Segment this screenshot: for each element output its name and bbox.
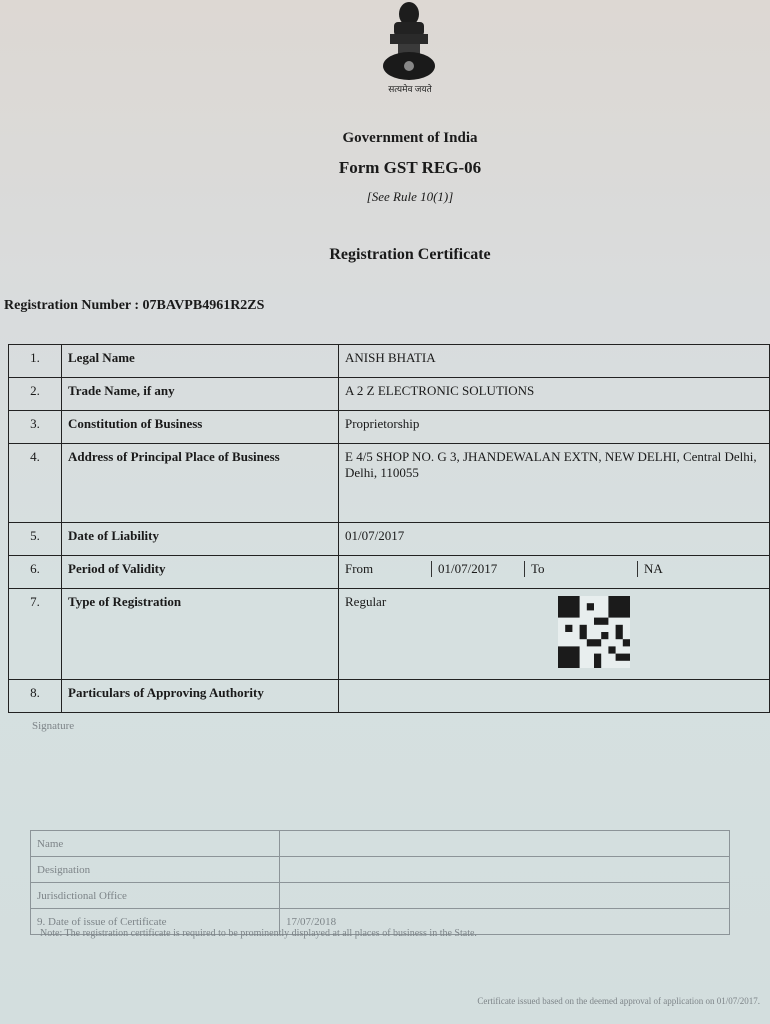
approving-authority-table	[30, 830, 730, 935]
row-value: ANISH BHATIA	[339, 345, 770, 378]
validity-to-value: NA	[637, 561, 669, 577]
row-label: Type of Registration	[62, 589, 339, 680]
validity-to-label: To	[524, 561, 637, 577]
footer-note: Certificate issued based on the deemed approval of application on 01/07/2017.	[477, 996, 760, 1006]
name-label: Name	[31, 831, 280, 857]
office-label: Jurisdictional Office	[31, 883, 280, 909]
validity-from-value: 01/07/2017	[431, 561, 524, 577]
table-row	[9, 556, 770, 589]
government-heading: Government of India	[342, 130, 478, 146]
row-value: Regular	[339, 589, 770, 680]
row-number: 7.	[9, 589, 62, 680]
row-label: Particulars of Approving Authority	[62, 680, 339, 713]
designation-label: Designation	[31, 857, 280, 883]
row-value: 01/07/2017	[339, 523, 770, 556]
row-label: Constitution of Business	[62, 411, 339, 444]
form-name: Form GST REG-06	[338, 158, 482, 177]
issue-date-label: 9. Date of issue of Certificate	[31, 909, 280, 935]
row-number: 3.	[9, 411, 62, 444]
table-row	[31, 857, 730, 883]
row-number: 6.	[9, 556, 62, 589]
validity-cell	[339, 556, 770, 589]
table-row	[9, 378, 770, 411]
table-row	[9, 411, 770, 444]
table-row	[9, 345, 770, 378]
row-value: Proprietorship	[339, 411, 770, 444]
row-value: A 2 Z ELECTRONIC SOLUTIONS	[339, 378, 770, 411]
table-row	[9, 589, 770, 680]
row-number: 4.	[9, 444, 62, 523]
designation-value	[280, 857, 730, 883]
table-row	[9, 444, 770, 523]
display-note: Note: The registration certificate is required to be prominently displayed at all places of business in the State.	[40, 928, 477, 939]
rule-reference: [See Rule 10(1)]	[366, 189, 454, 204]
qr-code-icon	[556, 596, 632, 668]
emblem-motto: सत्यमेव जयते	[388, 84, 432, 94]
signature-label: Signature	[32, 720, 75, 732]
row-label: Trade Name, if any	[62, 378, 339, 411]
table-row	[31, 831, 730, 857]
row-number: 8.	[9, 680, 62, 713]
row-value: E 4/5 SHOP NO. G 3, JHANDEWALAN EXTN, NEW DELHI, Central Delhi, Delhi, 110055	[339, 444, 770, 523]
row-number: 1.	[9, 345, 62, 378]
row-label: Period of Validity	[62, 556, 339, 589]
row-label: Address of Principal Place of Business	[62, 444, 339, 523]
issue-date-value: 17/07/2018	[280, 909, 730, 935]
row-label: Date of Liability	[62, 523, 339, 556]
registration-details-table	[8, 344, 770, 713]
office-value	[280, 883, 730, 909]
row-number: 2.	[9, 378, 62, 411]
row-number: 5.	[9, 523, 62, 556]
table-row	[31, 883, 730, 909]
row-value	[339, 680, 770, 713]
validity-from-label: From	[345, 561, 374, 576]
registration-number: Registration Number : 07BAVPB4961R2ZS	[4, 298, 265, 313]
name-value	[280, 831, 730, 857]
table-row	[9, 680, 770, 713]
table-row	[9, 523, 770, 556]
row-label: Legal Name	[62, 345, 339, 378]
certificate-title: Registration Certificate	[329, 246, 491, 263]
